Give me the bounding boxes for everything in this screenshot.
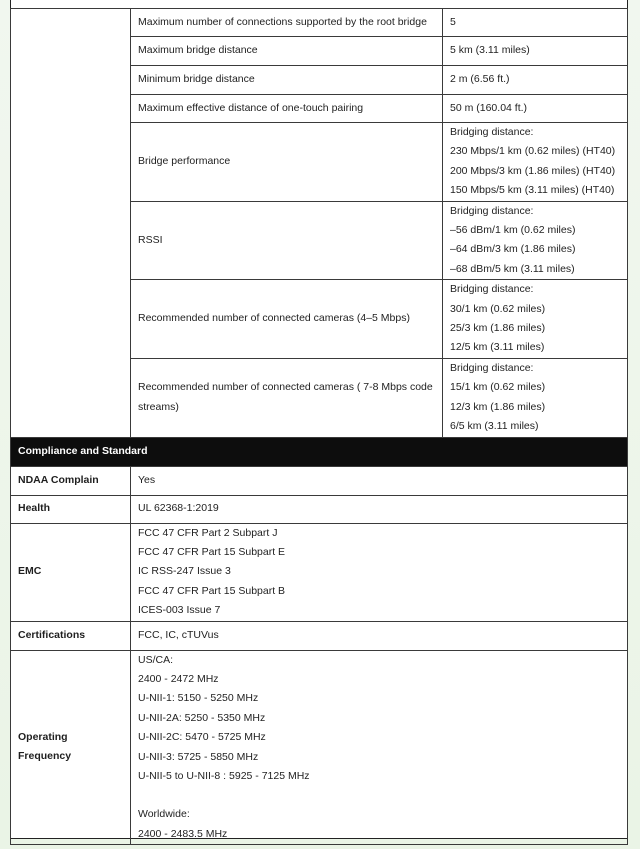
value-line: U-NII-5 to U-NII-8 : 5925 - 7125 MHz: [138, 769, 310, 782]
table-row: [11, 650, 628, 845]
value-line: Bridging distance:: [450, 361, 534, 374]
group-label-cell: [11, 9, 131, 438]
value-line: 12/3 km (1.86 miles): [450, 400, 546, 413]
value-line: 5: [450, 15, 456, 28]
table-row: [11, 621, 628, 650]
row-value: [131, 523, 628, 621]
spec-label: Recommended number of connected cameras ( 7-8 Mbps code streams): [131, 358, 443, 437]
value-line: U-NII-2C: 5470 - 5725 MHz: [138, 731, 266, 744]
row-value: [131, 621, 628, 650]
value-line: 25/3 km (1.86 miles): [450, 322, 546, 335]
blank-line: [138, 786, 620, 805]
value-line: 5 km (3.11 miles): [450, 44, 530, 57]
spec-label: Minimum bridge distance: [131, 66, 443, 95]
spec-label: RSSI: [131, 201, 443, 280]
spec-label: Bridge performance: [131, 123, 443, 202]
spec-value: [443, 9, 628, 37]
row-label: Certifications: [11, 621, 131, 650]
value-line: UL 62368-1:2019: [138, 502, 219, 515]
value-line: –56 dBm/1 km (0.62 miles): [450, 224, 576, 237]
value-line: Worldwide:: [138, 808, 190, 821]
value-line: US/CA:: [138, 653, 174, 666]
value-line: U-NII-2A: 5250 - 5350 MHz: [138, 711, 266, 724]
spec-value: [443, 37, 628, 66]
table-row: [11, 523, 628, 621]
value-line: 2 m (6.56 ft.): [450, 73, 510, 86]
specifications-table: [10, 8, 628, 845]
value-line: –68 dBm/5 km (3.11 miles): [450, 262, 575, 275]
spec-label: Maximum bridge distance: [131, 37, 443, 66]
value-line: 50 m (160.04 ft.): [450, 101, 528, 114]
table-row: [11, 466, 628, 495]
value-line: Bridging distance:: [450, 204, 534, 217]
value-line: 15/1 km (0.62 miles): [450, 381, 546, 394]
row-value: [131, 650, 628, 845]
row-label: NDAA Complain: [11, 466, 131, 495]
section-header-row: [11, 437, 628, 466]
spec-value: [443, 66, 628, 95]
value-line: FCC 47 CFR Part 15 Subpart E: [138, 545, 286, 558]
row-label: Operating Frequency: [11, 650, 131, 845]
value-line: Bridging distance:: [450, 283, 534, 296]
value-line: Yes: [138, 473, 156, 486]
value-line: 200 Mbps/3 km (1.86 miles) (HT40): [450, 164, 616, 177]
row-value: [131, 495, 628, 523]
value-line: Bridging distance:: [450, 126, 534, 138]
row-label: Health: [11, 495, 131, 523]
spec-value: [443, 358, 628, 437]
value-line: 2400 - 2472 MHz: [138, 672, 219, 685]
value-line: 30/1 km (0.62 miles): [450, 302, 546, 315]
table-row: [11, 9, 628, 37]
spec-value: [443, 123, 628, 202]
value-line: FCC 47 CFR Part 15 Subpart B: [138, 584, 286, 597]
section-title: Compliance and Standard: [11, 437, 628, 466]
value-line: 6/5 km (3.11 miles): [450, 420, 539, 433]
row-value: [131, 466, 628, 495]
value-line: U-NII-3: 5725 - 5850 MHz: [138, 750, 259, 763]
value-line: IC RSS-247 Issue 3: [138, 565, 231, 578]
spec-value: [443, 95, 628, 123]
row-label: EMC: [11, 523, 131, 621]
value-line: FCC 47 CFR Part 2 Subpart J: [138, 526, 278, 539]
spec-value: [443, 201, 628, 280]
value-line: 150 Mbps/5 km (3.11 miles) (HT40): [450, 184, 615, 197]
value-line: 2400 - 2483.5 MHz: [138, 827, 228, 840]
value-line: –64 dBm/3 km (1.86 miles): [450, 243, 576, 256]
spec-label: Maximum effective distance of one-touch pairing: [131, 95, 443, 123]
value-line: 12/5 km (3.11 miles): [450, 341, 545, 354]
spec-label: Recommended number of connected cameras (4–5 Mbps): [131, 280, 443, 359]
value-line: 230 Mbps/1 km (0.62 miles) (HT40): [450, 145, 616, 158]
spec-value: [443, 280, 628, 359]
value-line: ICES-003 Issue 7: [138, 604, 221, 617]
table-row: [11, 495, 628, 523]
spec-label: Maximum number of connections supported by the root bridge: [131, 9, 443, 37]
value-line: FCC, IC, cTUVus: [138, 628, 219, 641]
value-line: U-NII-1: 5150 - 5250 MHz: [138, 692, 259, 705]
